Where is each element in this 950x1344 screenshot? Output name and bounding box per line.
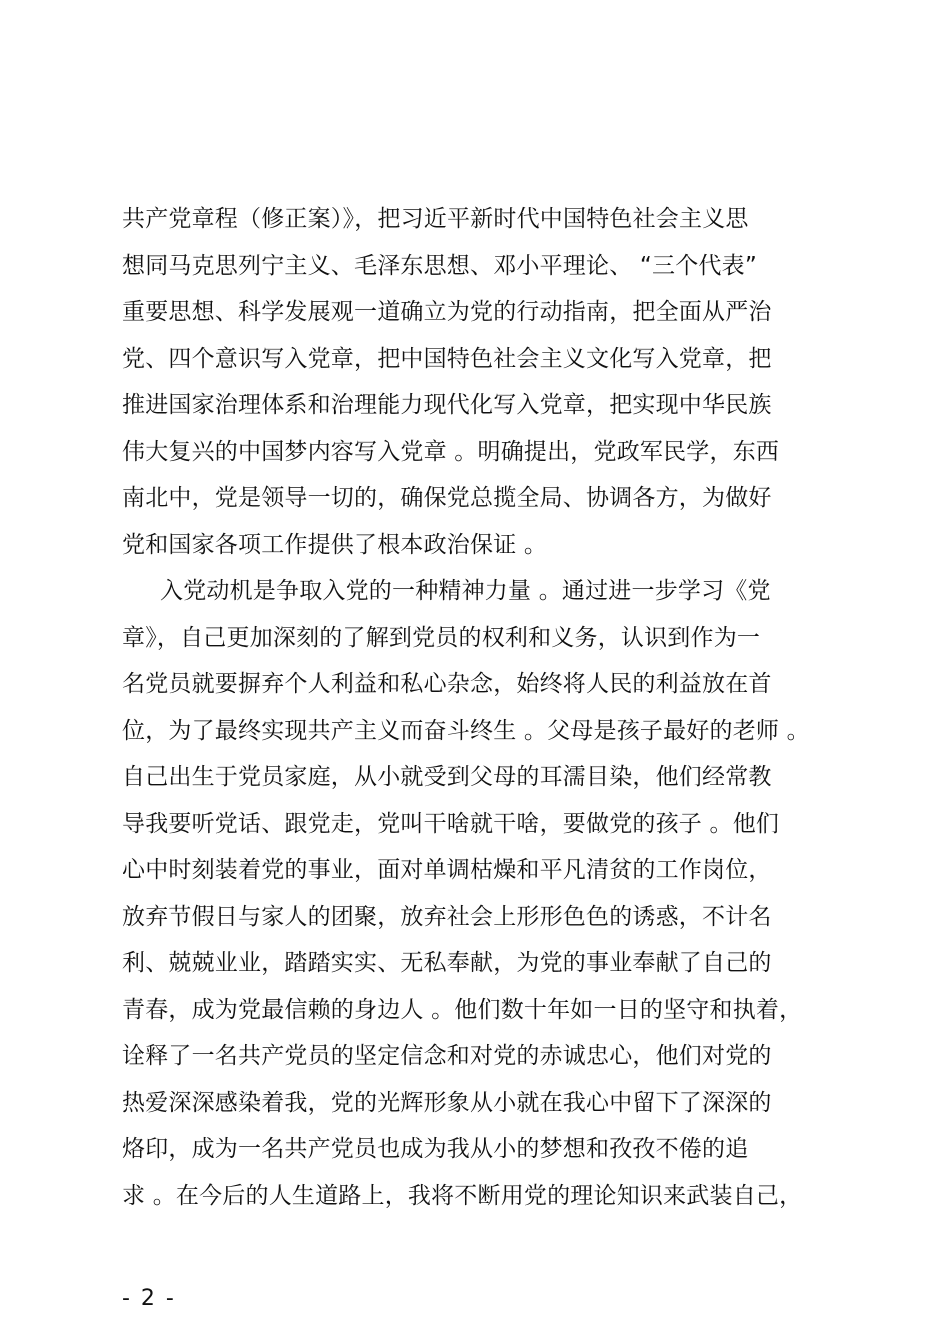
text-line: 心中时刻装着党的事业，面对单调枯燥和平凡清贫的工作岗位， (122, 857, 772, 883)
paragraph-first-line: 入党动机是争取入党的一种精神力量 。通过进一步学习《党 (160, 578, 771, 604)
text-line: 烙印，成为一名共产党员也成为我从小的梦想和孜孜不倦的追 (122, 1136, 749, 1162)
text-line: 党、四个意识写入党章，把中国特色社会主义文化写入党章，把 (122, 345, 772, 372)
text-line: 党和国家各项工作提供了根本政治保证 。 (122, 531, 548, 558)
text-line: 自己出生于党员家庭，从小就受到父母的耳濡目染，他们经常教 (122, 764, 772, 790)
page-number: - 2 - (122, 1286, 176, 1311)
text-line: 诠释了一名共产党员的坚定信念和对党的赤诚忠心，他们对党的 (122, 1043, 772, 1069)
text-line: 章》，自己更加深刻的了解到党员的权利和义务，认识到作为一 (122, 624, 761, 651)
text-line: 求 。在今后的人生道路上，我将不断用党的理论知识来武装自己， (122, 1182, 803, 1209)
text-line: 共产党章程（修正案）》，把习近平新时代中国特色社会主义思 (122, 206, 749, 232)
text-line: 重要思想、科学发展观一道确立为党的行动指南，把全面从严治 (122, 299, 772, 325)
text-line: 名党员就要摒弃个人利益和私心杂念，始终将人民的利益放在首 (122, 671, 772, 697)
text-line: 导我要听党话、跟党走，党叫干啥就干啥，要做党的孩子 。他们 (122, 810, 780, 837)
text-line: 想同马克思列宁主义、毛泽东思想、邓小平理论、 “三个代表” (122, 252, 757, 279)
body-text (122, 196, 842, 1219)
text-line: 放弃节假日与家人的团聚，放弃社会上形形色色的诱惑，不计名 (122, 903, 772, 930)
text-line: 利、兢兢业业，踏踏实实、无私奉献，为党的事业奉献了自己的 (122, 950, 772, 976)
text-line: 伟大复兴的中国梦内容写入党章 。明确提出，党政军民学，东西 (122, 438, 780, 465)
text-line: 热爱深深感染着我，党的光辉形象从小就在我心中留下了深深的 (122, 1089, 772, 1116)
text-line: 位，为了最终实现共产主义而奋斗终生 。父母是孩子最好的老师 。 (122, 717, 810, 744)
text-line: 青春，成为党最信赖的身边人 。他们数十年如一日的坚守和执着， (122, 996, 803, 1023)
text-line: 推进国家治理体系和治理能力现代化写入党章，把实现中华民族 (122, 392, 772, 418)
text-line: 南北中，党是领导一切的，确保党总揽全局、协调各方，为做好 (122, 485, 772, 511)
